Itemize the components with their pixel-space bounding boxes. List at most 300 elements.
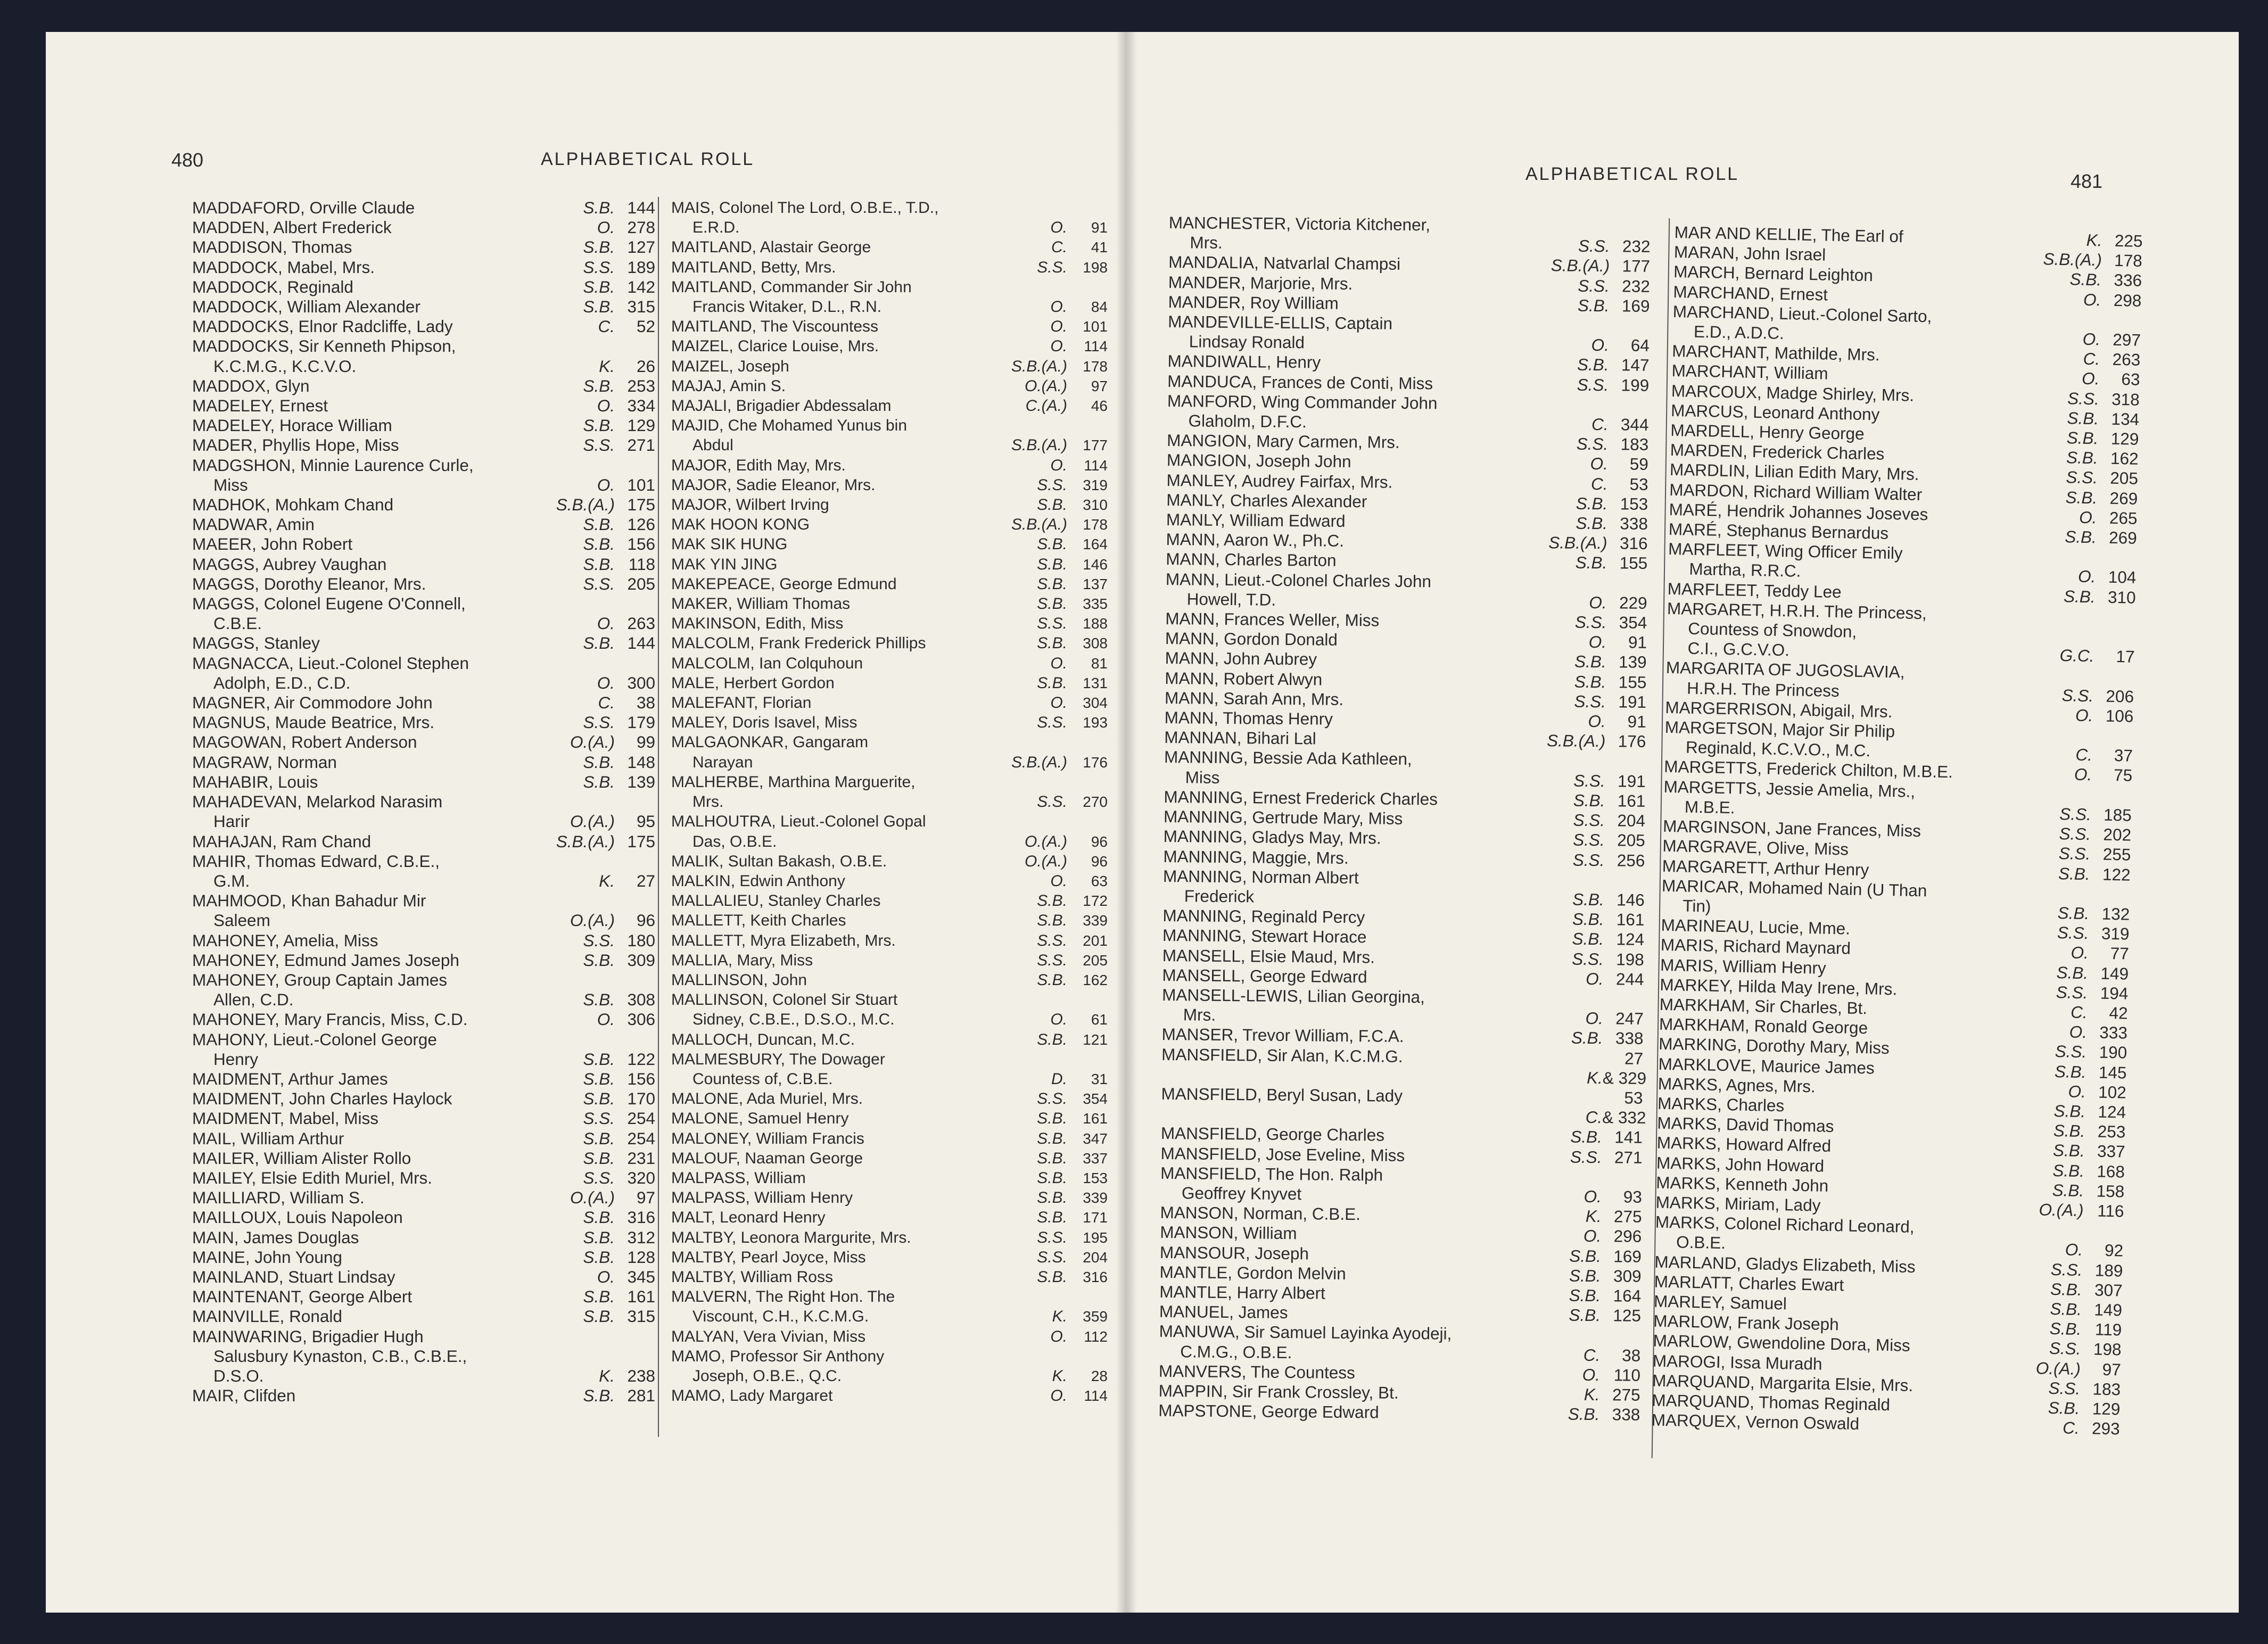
entry-name-continuation: C.M.G., O.B.E.: [1180, 1341, 1292, 1362]
page-number-ref: 112: [1084, 1328, 1108, 1345]
page-number-ref: 139: [1618, 652, 1647, 672]
page-reference: [1067, 614, 1108, 633]
award-class: S.B.(A.): [556, 495, 615, 515]
award-class: O.: [1584, 1186, 1602, 1207]
entry-name: [192, 435, 535, 455]
page-reference: [1602, 1048, 1647, 1088]
page-reference: [615, 1089, 655, 1109]
page-reference: [615, 1307, 655, 1326]
index-entry: [192, 732, 655, 752]
page-number-ref: 271: [1614, 1147, 1643, 1167]
entry-name: [192, 732, 535, 752]
award-class: S.B.: [583, 277, 615, 296]
entry-name-line: MARGARETT, Arthur Henry: [1662, 856, 1869, 879]
page-reference: [1067, 1188, 1108, 1208]
award-class: S.B.: [1037, 535, 1067, 553]
entry-name-line: MARKS, Kenneth John: [1656, 1172, 1829, 1195]
entry-name-line: MALONEY, William Francis: [671, 1129, 864, 1147]
index-entry: [192, 277, 655, 297]
index-entry: [192, 832, 655, 852]
page-number-ref: 244: [1615, 969, 1644, 989]
index-entry: [671, 534, 1108, 554]
page-number-ref: 298: [2113, 290, 2142, 310]
entry-name-line: MANSFIELD, George Charles: [1160, 1123, 1385, 1145]
entry-name-line: MAKEPEACE, George Edmund: [671, 575, 897, 593]
award-class: S.B.: [2057, 903, 2090, 923]
page-reference: [615, 1050, 655, 1069]
award-class: S.S.: [2057, 923, 2089, 943]
page-reference: [2093, 706, 2134, 726]
page-reference: [1600, 1365, 1640, 1385]
index-entry: [671, 416, 1108, 455]
entry-name: [192, 1030, 535, 1069]
entry-name: [192, 258, 535, 277]
award-class: S.S.: [2059, 824, 2091, 844]
page-number-ref: 175: [627, 495, 655, 515]
entry-name: [1168, 312, 1530, 354]
page-number-ref: 198: [2093, 1339, 2122, 1359]
page-reference: [1606, 692, 1646, 712]
entry-name-line: MAGGS, Colonel Eugene O'Connell,: [192, 594, 466, 614]
entry-name-line: MALOUF, Naaman George: [671, 1149, 863, 1167]
entry-name-continuation: Mrs.: [692, 793, 724, 811]
page-number-ref: 185: [2103, 805, 2132, 825]
award-class: S.S.: [2048, 1378, 2081, 1398]
index-entry: [671, 970, 1108, 990]
award-class: S.B.: [1037, 634, 1067, 652]
index-entry: [192, 297, 655, 317]
index-entry: [1162, 985, 1644, 1029]
award-class: S.B.: [1573, 790, 1605, 811]
page-reference: [1605, 830, 1645, 850]
entry-name: [192, 396, 535, 416]
award-class: D.: [1051, 1070, 1067, 1088]
entry-name-line: MANTLE, Harry Albert: [1159, 1282, 1326, 1303]
index-entry: [671, 1267, 1108, 1287]
entry-name: [1168, 292, 1529, 315]
page-number-ref: 63: [1091, 872, 1108, 889]
page-reference: [2101, 270, 2142, 291]
award-class: S.B.: [2064, 527, 2097, 547]
page-reference: [1067, 218, 1108, 237]
page-reference: [1604, 890, 1645, 910]
index-entry: [192, 1129, 655, 1149]
entry-name: [1666, 599, 2015, 665]
entry-name-line: MADDOX, Glyn: [192, 376, 310, 395]
index-entry: [671, 614, 1108, 633]
entry-name: [671, 376, 987, 396]
entry-name: [1162, 965, 1523, 988]
index-entry: [671, 475, 1108, 495]
entry-name-line: MALONE, Ada Muriel, Mrs.: [671, 1090, 863, 1108]
entry-name: [671, 1267, 987, 1287]
entry-name: [671, 1109, 987, 1128]
index-entry: [192, 1010, 655, 1029]
entry-name: [671, 475, 987, 495]
page-reference: [615, 633, 655, 653]
page-reference: [615, 1248, 655, 1267]
index-entry: [192, 416, 655, 435]
page-number-ref: 191: [1618, 692, 1647, 712]
right-page: [1126, 32, 2239, 1613]
entry-name: [1160, 1203, 1521, 1226]
award-class: S.S.: [1037, 951, 1067, 969]
entry-name-line: MAINTENANT, George Albert: [192, 1287, 413, 1307]
page-number-ref: 162: [1083, 971, 1108, 988]
page-number-ref: 153: [1083, 1169, 1108, 1186]
page-reference: [615, 277, 655, 297]
index-entry: [671, 1030, 1108, 1050]
award-class: S.S.: [1573, 810, 1605, 830]
page-reference: [1601, 1207, 1642, 1227]
entry-name-continuation: Tin): [1683, 896, 1711, 916]
entry-name-line: MANLEY, Audrey Fairfax, Mrs.: [1166, 470, 1393, 492]
index-entry: [671, 277, 1108, 317]
entry-name: [671, 237, 987, 257]
page-reference: [2099, 409, 2140, 429]
entry-name: [671, 317, 987, 336]
page-number-ref: 95: [636, 812, 655, 831]
page-number-ref: 46: [1091, 398, 1108, 415]
entry-name: [1167, 431, 1528, 453]
award-class: S.B.: [583, 1049, 615, 1069]
page-number-ref: 17: [2116, 647, 2135, 667]
entry-name-line: MARIS, William Henry: [1660, 955, 1827, 978]
award-class: S.B.: [583, 752, 615, 772]
page-number-ref: 121: [1083, 1031, 1108, 1048]
page-reference: [1067, 911, 1108, 930]
award-class: S.B.: [2069, 269, 2102, 290]
page-reference: [2081, 1339, 2122, 1360]
page-number-ref: 193: [1083, 714, 1108, 731]
page-number-ref: 176: [1618, 731, 1646, 751]
page-number-ref: 171: [1083, 1209, 1108, 1226]
entry-name-line: MALT, Leonard Henry: [671, 1209, 826, 1227]
page-reference: [2099, 389, 2140, 410]
page-number-ref: 319: [2101, 923, 2130, 944]
page-number-ref: 306: [627, 1010, 655, 1029]
page-reference: [1067, 891, 1108, 911]
award-class: S.S.: [1573, 771, 1605, 790]
entry-name-continuation: Glaholm, D.F.C.: [1188, 411, 1307, 432]
entry-name-line: MAHONY, Lieut.-Colonel George: [192, 1029, 437, 1049]
entry-name-line: MAGGS, Dorothy Eleanor, Mrs.: [192, 574, 426, 593]
index-entry: [671, 812, 1108, 851]
index-entry: [192, 891, 655, 930]
entry-name-line: MARGARET, H.R.H. The Princess,: [1667, 598, 1927, 623]
index-entry: [192, 713, 655, 732]
award-class: S.B.: [583, 515, 615, 534]
page-number-ref: 37: [2114, 746, 2133, 765]
entry-name-line: MANTLE, Gordon Melvin: [1159, 1262, 1346, 1283]
page-number-ref: 180: [627, 930, 655, 950]
entry-name: [1166, 490, 1528, 513]
entry-name: [192, 594, 535, 633]
entry-name: [1661, 875, 2010, 922]
page-reference: [1602, 1088, 1646, 1128]
page-reference: [1610, 236, 1650, 257]
index-entry: [1164, 747, 1646, 791]
page-reference: [1604, 949, 1644, 970]
entry-name-continuation: Lindsay Ronald: [1189, 332, 1305, 352]
entry-name-continuation: D.S.O.: [213, 1366, 264, 1385]
page-number-ref: 142: [627, 277, 655, 296]
award-class: O.(A.): [1025, 832, 1067, 850]
entry-name-line: MALLALIEU, Stanley Charles: [671, 892, 881, 910]
entry-name-line: MAPSTONE, George Edward: [1158, 1401, 1379, 1422]
page-number-ref: 52: [636, 317, 655, 336]
entry-name: [1165, 668, 1526, 691]
entry-name-line: MAIL, William Arthur: [192, 1128, 344, 1148]
index-entry: [1666, 599, 2135, 667]
index-entry: [192, 970, 655, 1010]
page-number-ref: 141: [1614, 1127, 1643, 1147]
page-reference: [2081, 1319, 2122, 1340]
award-class: S.S.: [1576, 434, 1609, 454]
entry-name-line: MANLY, William Edward: [1166, 510, 1346, 531]
entry-name: [1162, 926, 1524, 948]
entry-name-line: MALTBY, William Ross: [671, 1268, 833, 1286]
page-number-ref: 333: [2099, 1022, 2128, 1043]
award-class: O.(A.): [570, 812, 615, 831]
page-reference: [1067, 1366, 1108, 1386]
award-class: S.B.: [2054, 1061, 2086, 1081]
award-class: S.B.: [1576, 513, 1608, 533]
award-class: S.B.: [1037, 575, 1067, 593]
index-entry: [671, 1287, 1108, 1326]
award-class: O.: [1050, 456, 1067, 474]
award-class: K.: [1052, 1308, 1067, 1326]
page-number-ref: 162: [2110, 449, 2139, 469]
entry-name-line: MARLOW, Frank Joseph: [1653, 1311, 1840, 1334]
page-reference: [1067, 594, 1108, 614]
entry-name: [192, 218, 535, 237]
page-number-ref: 139: [627, 772, 655, 791]
page-number-ref: 129: [2110, 428, 2139, 449]
page-reference: [1067, 435, 1108, 455]
entry-name-line: MANLY, Charles Alexander: [1166, 490, 1367, 511]
page-reference: [2093, 686, 2134, 707]
page-reference: [1606, 672, 1646, 692]
page-number-ref: 59: [1629, 455, 1649, 474]
award-class: S.S.: [1037, 615, 1067, 633]
page-number-ref: 256: [1617, 850, 1645, 870]
entry-name: [1159, 1361, 1520, 1384]
entry-name: [1159, 1282, 1521, 1305]
award-class: O.: [1050, 1327, 1067, 1345]
page-number-ref: 61: [1091, 1011, 1108, 1028]
award-class: S.B.(A.): [2043, 249, 2102, 270]
entry-name: [1664, 717, 2013, 764]
index-entry: [1166, 569, 1648, 613]
entry-name-line: MANNING, Gladys May, Mrs.: [1163, 827, 1381, 848]
entry-name-line: MALLETT, Keith Charles: [671, 912, 846, 930]
award-class: O.: [597, 475, 615, 494]
entry-name-line: MANSER, Trevor William, F.C.A.: [1161, 1025, 1404, 1046]
entry-name-continuation: Das, O.B.E.: [692, 832, 777, 850]
page-reference: [2087, 1022, 2128, 1043]
entry-name-line: MAINE, John Young: [192, 1247, 342, 1267]
award-class: S.B.: [1574, 672, 1606, 691]
award-class: S.S.: [583, 1109, 615, 1128]
page-reference: [615, 1168, 655, 1188]
entry-name-line: MADDEN, Albert Frederick: [192, 218, 392, 237]
award-class: S.S.: [583, 435, 615, 455]
page-reference: [1601, 1306, 1641, 1326]
award-class: S.B.: [1574, 652, 1606, 672]
index-entry: [671, 852, 1108, 871]
page-number-ref: 81: [1091, 655, 1108, 672]
entry-name: [192, 1248, 535, 1267]
entry-name-line: MAGOWAN, Robert Anderson: [192, 732, 417, 752]
page-number-ref: 199: [1621, 375, 1650, 395]
page-number-ref: 168: [2097, 1161, 2125, 1182]
page-number-ref: 338: [1620, 514, 1648, 533]
index-entry: [671, 1386, 1108, 1406]
entry-name: [671, 594, 987, 614]
entry-name: [192, 753, 535, 772]
page-reference: [615, 614, 655, 633]
index-entry: [671, 871, 1108, 891]
entry-name: [671, 614, 987, 633]
page-number-ref: 176: [1083, 754, 1108, 771]
entry-name-line: MADER, Phyllis Hope, Miss: [192, 435, 399, 455]
page-number-ref: 225: [2114, 230, 2143, 251]
entry-name: [192, 713, 535, 732]
entry-name-continuation: G.M.: [213, 871, 250, 890]
entry-name: [1165, 688, 1526, 711]
index-entry: [671, 1208, 1108, 1227]
page-reference: [2079, 1418, 2120, 1439]
page-reference: [615, 574, 655, 594]
page-number-ref: 189: [2094, 1260, 2123, 1280]
entry-name-line: MANSELL, George Edward: [1162, 965, 1367, 987]
page-number-ref: 263: [2112, 350, 2141, 370]
page-number-ref: 127: [627, 237, 655, 257]
award-class: O.(A.): [570, 1188, 615, 1208]
page-number-ref: 318: [2111, 389, 2140, 409]
entry-name-continuation: C.I., G.C.V.O.: [1687, 638, 1790, 660]
entry-name-line: MAHIR, Thomas Edward, C.B.E.,: [192, 851, 440, 871]
entry-name: [1164, 728, 1525, 750]
entry-name-line: MARINEAU, Lucie, Mme.: [1661, 915, 1851, 938]
award-class: O.(A.): [1025, 377, 1067, 395]
award-class: S.B.: [2063, 586, 2096, 606]
award-class: S.B.(A.): [1548, 533, 1607, 553]
page-number-ref: 205: [1617, 830, 1645, 850]
page-number-ref: 104: [2108, 567, 2137, 588]
page-reference: [1067, 1208, 1108, 1227]
page-reference: [615, 198, 655, 218]
entry-name-line: MAILER, William Alister Rollo: [192, 1148, 411, 1168]
entry-name-line: MARCHAND, Lieut.-Colonel Sarto,: [1672, 301, 1932, 326]
column-1: [192, 198, 655, 1406]
index-entry: [192, 1267, 655, 1287]
page-reference: [2100, 329, 2141, 350]
page-reference: [2085, 1082, 2126, 1103]
entry-name: [671, 732, 987, 772]
page-number-ref: 178: [1083, 358, 1108, 375]
page-number-ref: 145: [2098, 1062, 2127, 1083]
page-reference: [615, 317, 655, 336]
entry-name-continuation: Mrs.: [1190, 233, 1223, 253]
award-class: S.B.: [2052, 1180, 2084, 1200]
page-number-ref: 270: [1083, 794, 1108, 811]
index-entry: [192, 1109, 655, 1128]
page-number-ref: 114: [1084, 338, 1108, 355]
entry-name-line: MARKHAM, Sir Charles, Bt.: [1659, 994, 1868, 1018]
page-reference: [615, 1208, 655, 1227]
page-reference: [2096, 527, 2137, 548]
page-number-ref: 149: [2094, 1300, 2123, 1320]
entry-name-line: MAGGS, Aubrey Vaughan: [192, 554, 387, 574]
award-class: C.: [598, 693, 615, 713]
page-number-ref: 42: [2109, 1003, 2128, 1023]
page-reference: [1606, 613, 1647, 633]
page-number-ref: 315: [627, 1307, 655, 1326]
entry-name: [192, 237, 535, 257]
entry-name-line: MALMESBURY, The Dowager: [671, 1050, 885, 1068]
entry-name-line: MAHMOOD, Khan Bahadur Mir: [192, 891, 426, 911]
page-number-ref: 297: [2113, 329, 2141, 350]
index-entry: [671, 732, 1108, 772]
entry-name-line: MAMO, Lady Margaret: [671, 1387, 833, 1405]
page-number-ref: 206: [2106, 686, 2134, 706]
entry-name: [192, 772, 535, 792]
award-class: O.: [597, 1010, 615, 1029]
award-class: S.S.: [1570, 1147, 1602, 1167]
entry-name-line: MARKS, Howard Alfred: [1656, 1133, 1832, 1156]
index-entry: [671, 633, 1108, 653]
index-entry: [671, 1050, 1108, 1089]
entry-name-line: MANN, Aaron W., Ph.C.: [1166, 530, 1345, 551]
entry-name: [671, 534, 987, 554]
award-class: S.B.: [1037, 1110, 1067, 1128]
page-reference: [1602, 1147, 1642, 1168]
award-class: S.B.: [583, 237, 615, 257]
award-class: K.: [1585, 1207, 1602, 1226]
entry-name: [192, 693, 535, 713]
page-reference: [1067, 1109, 1108, 1128]
entry-name-line: MADDISON, Thomas: [192, 237, 352, 257]
entry-name-line: MANFORD, Wing Commander John: [1167, 391, 1438, 413]
page-number-ref: 189: [627, 257, 655, 277]
index-entry: [192, 753, 655, 772]
index-entry: [192, 792, 655, 831]
index-entry: [671, 1248, 1108, 1267]
page-number-ref: 146: [1083, 556, 1108, 573]
page-reference: [615, 258, 655, 277]
award-class: O.: [1588, 711, 1606, 731]
index-entry: [192, 515, 655, 534]
page-reference: [615, 1109, 655, 1128]
entry-name-line: MANN, Lieut.-Colonel Charles John: [1165, 569, 1432, 591]
entry-name: [671, 1149, 987, 1168]
entry-name: [192, 1267, 535, 1287]
page-reference: [2097, 508, 2138, 528]
page-number-ref: 177: [1083, 437, 1108, 454]
page-reference: [615, 673, 655, 693]
entry-name-continuation: Saleem: [213, 911, 270, 930]
award-class: S.B.: [1570, 1127, 1603, 1147]
entry-name-line: MARKLOVE, Maurice James: [1658, 1054, 1875, 1078]
award-class: S.B.: [1037, 555, 1067, 573]
page-number-ref: 312: [627, 1227, 655, 1247]
index-entry: [1161, 1044, 1647, 1088]
entry-name: [671, 1327, 987, 1346]
page-number-ref: 202: [2103, 824, 2132, 845]
award-class: S.S.: [1037, 1228, 1067, 1246]
